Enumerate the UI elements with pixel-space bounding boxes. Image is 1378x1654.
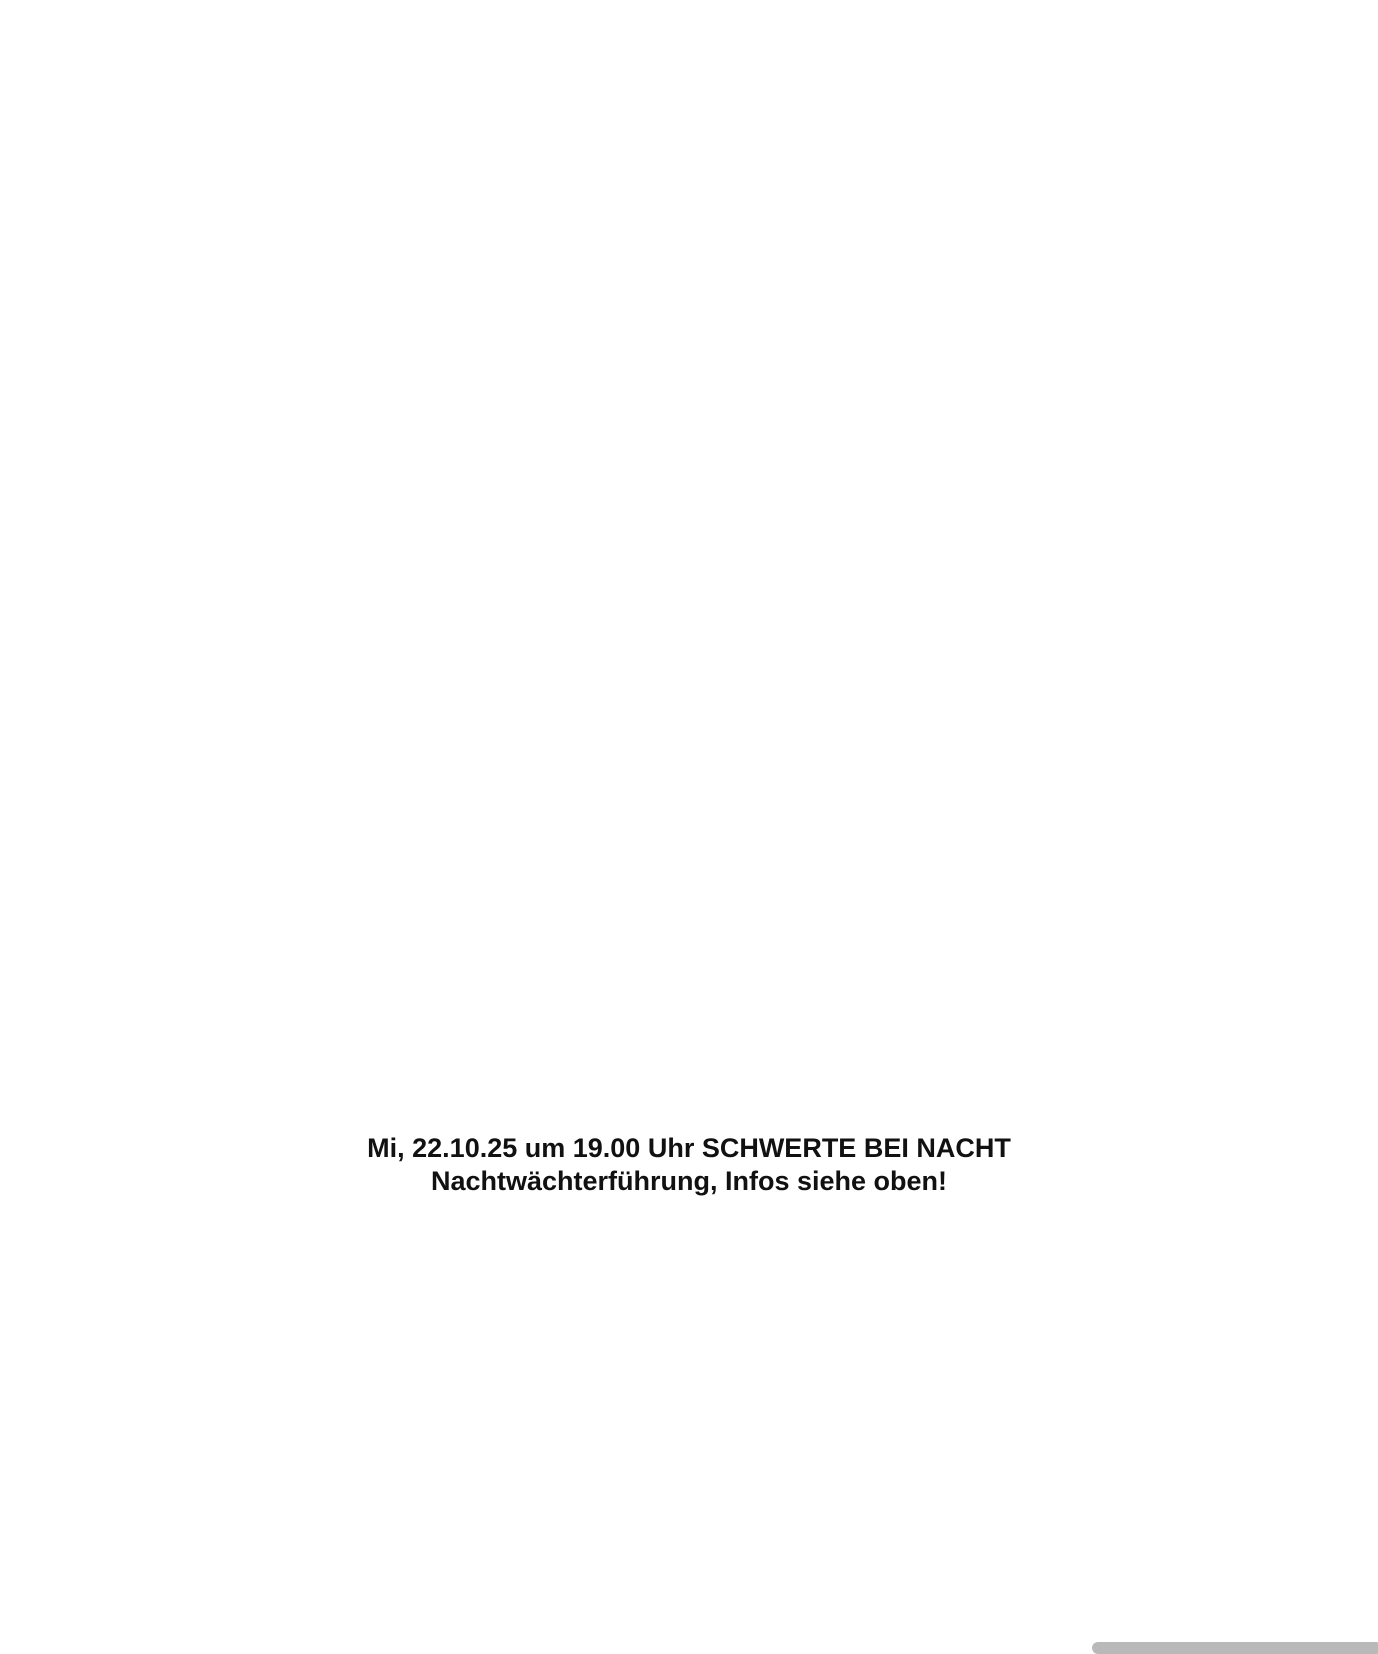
night-walk-notice-title: Mi, 22.10.25 um 19.00 Uhr SCHWERTE BEI NACHT <box>367 1133 1011 1163</box>
page-scrollbar[interactable] <box>1092 1642 1378 1654</box>
night-walk-notice-subtitle: Nachtwächterführung, Infos siehe oben! <box>430 1166 948 1196</box>
